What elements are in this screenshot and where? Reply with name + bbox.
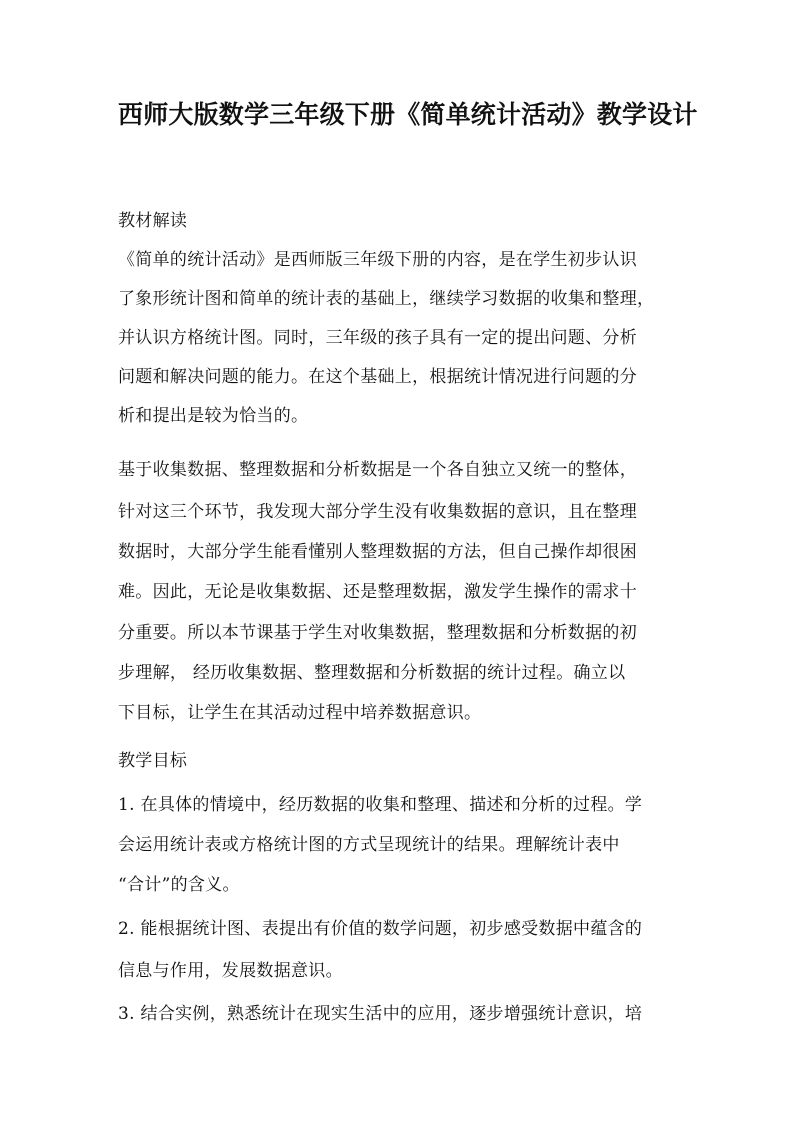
paragraph-line: 析和提出是较为恰当的。 (118, 406, 309, 426)
paragraph-line: 数据时，大部分学生能看懂别人整理数据的方法，但自己操作却很困 (118, 542, 637, 562)
objective-line: “合计”的含义。 (118, 875, 240, 895)
objective-line: 3. 结合实例，熟悉统计在现实生活中的应用，逐步增强统计意识，培 (118, 1004, 643, 1024)
paragraph-line: 了象形统计图和简单的统计表的基础上，继续学习数据的收集和整理， (118, 289, 655, 309)
paragraph-line: 并认识方格统计图。同时，三年级的孩子具有一定的提出问题、分析 (118, 328, 637, 348)
objective-line: 信息与作用，发展数据意识。 (118, 961, 343, 981)
objective-line: 2. 能根据统计图、表提出有价值的数学问题，初步感受数据中蕴含的 (118, 919, 643, 939)
paragraph-line: 问题和解决问题的能力。在这个基础上，根据统计情况进行问题的分 (118, 367, 637, 387)
section-heading-textbook-analysis: 教材解读 (118, 211, 188, 231)
section-heading-teaching-objectives: 教学目标 (118, 751, 188, 771)
paragraph-line: 分重要。所以本节课基于学生对收集数据，整理数据和分析数据的初 (118, 623, 637, 643)
paragraph-line: 难。因此，无论是收集数据、还是整理数据，激发学生操作的需求十 (118, 582, 637, 602)
paragraph-line: 针对这三个环节，我发现大部分学生没有收集数据的意识，且在整理 (118, 502, 637, 522)
paragraph-line: 下目标，让学生在其活动过程中培养数据意识。 (118, 703, 482, 723)
document-title: 西师大版数学三年级下册《简单统计活动》教学设计 (118, 100, 698, 129)
paragraph-line: 《简单的统计活动》是西师版三年级下册的内容，是在学生初步认识 (118, 250, 637, 270)
paragraph-line: 步理解， 经历收集数据、整理数据和分析数据的统计过程。确立以 (118, 663, 626, 683)
objective-line: 1. 在具体的情境中，经历数据的收集和整理、描述和分析的过程。学 (118, 795, 643, 815)
paragraph-line: 基于收集数据、整理数据和分析数据是一个各自独立又统一的整体， (118, 460, 637, 480)
objective-line: 会运用统计表或方格统计图的方式呈现统计的结果。理解统计表中 (118, 835, 620, 855)
